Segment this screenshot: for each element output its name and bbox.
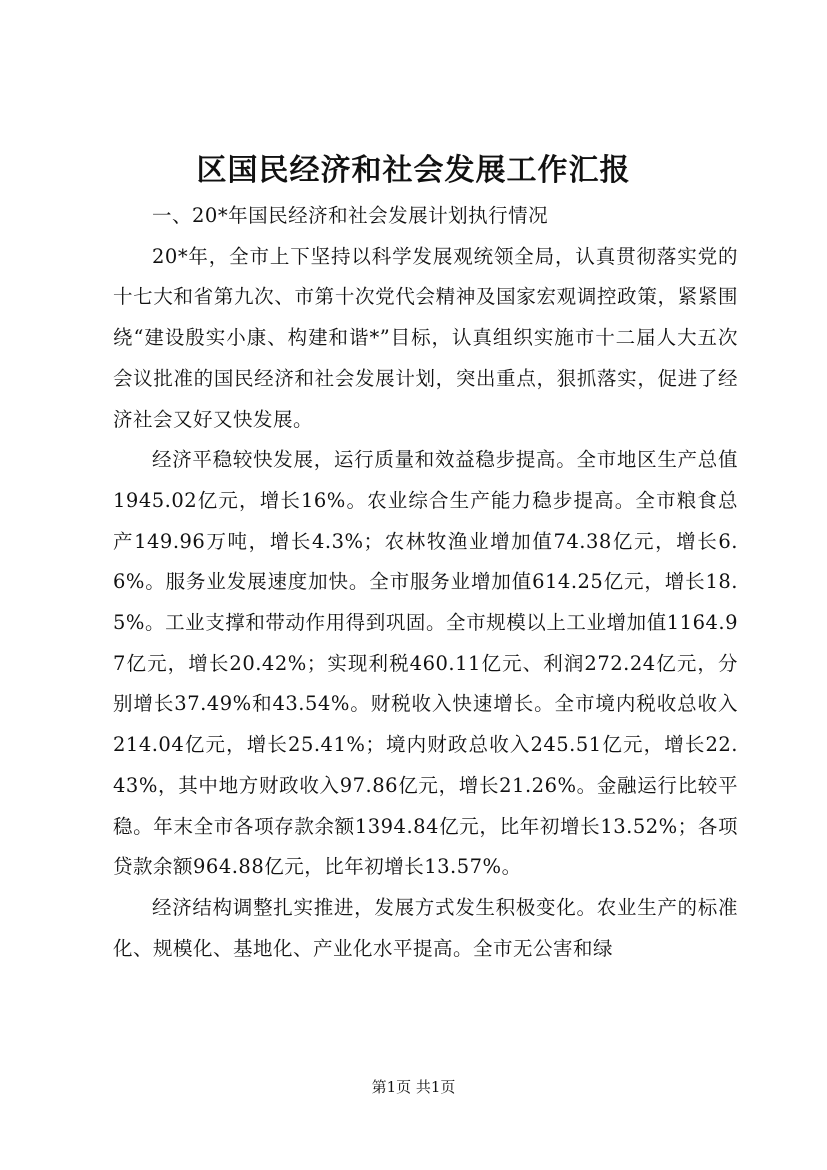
paragraph: 经济平稳较快发展，运行质量和效益稳步提高。全市地区生产总值1945.02亿元，增长16%。农业综合生产能力稳步提高。全市粮食总产149.96万吨，增长4.3%；农林牧渔业增加值74.38亿元，增长6.6%。服务业发展速度加快。全市服务业增加值614.25亿元，增长18.5%。工业支撑和带动作用得到巩固。全市规模以上工业增加值1164.97亿元，增长20.42%；实现利税460.11亿元、利润272.24亿元，分别增长37.49%和43.54%。财税收入快速增长。全市境内税收总收入214.04亿元，增长25.41%；境内财政总收入245.51亿元，增长22.43%，其中地方财政收入97.86亿元，增长21.26%。金融运行比较平稳。年末全市各项存款余额1394.84亿元，比年初增长13.52%；各项贷款余额964.88亿元，比年初增长13.57%。 (113, 448, 738, 879)
document-title: 区国民经济和社会发展工作汇报 (196, 153, 631, 188)
paragraph: 20*年，全市上下坚持以科学发展观统领全局，认真贯彻落实党的十七大和省第九次、市第十次党代会精神及国家宏观调控政策，紧紧围绕“建设殷实小康、构建和谐*”目标，认真组织实施市十二届人大五次会议批准的国民经济和社会发展计划，突出重点，狠抓落实，促进了经济社会又好又快发展。 (113, 244, 738, 431)
document-body (113, 196, 738, 969)
page-footer: 第1页 共1页 (371, 1078, 456, 1096)
section-heading: 一、20*年国民经济和社会发展计划执行情况 (152, 204, 549, 227)
paragraph: 经济结构调整扎实推进，发展方式发生积极变化。农业生产的标准化、规模化、基地化、产业化水平提高。全市无公害和绿 (113, 895, 738, 960)
